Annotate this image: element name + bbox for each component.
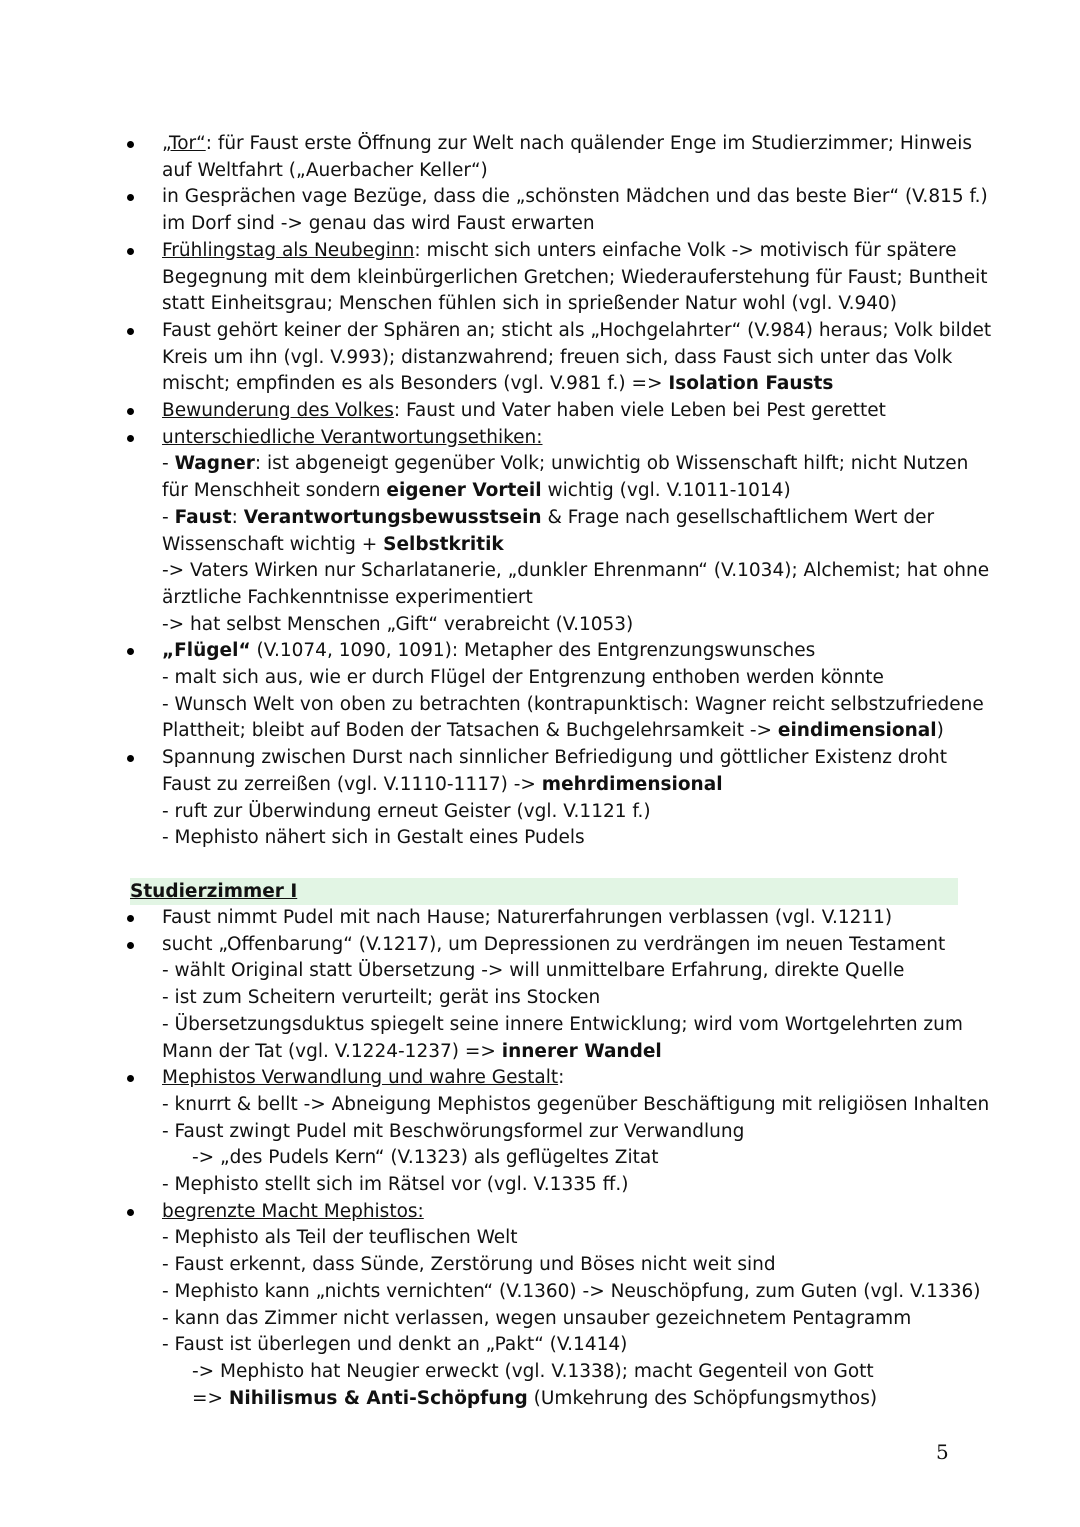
list-item: „Flügel“ (V.1074, 1090, 1091): Metapher des Entgrenzungswunsches - malt sich aus, wie er durch Flügel der Entgrenzung enthoben werden könnte - Wunsch Welt von oben zu betrachten (kontrapunktisch: Wagner reicht selbstzufriedene Plattheit; bleibt auf Boden der Tatsachen & Buchgelehrsamkeit -> eindimensional) (130, 638, 958, 745)
list-item: „Tor“: für Faust erste Öffnung zur Welt nach quälender Enge im Studierzimmer; Hinweis auf Weltfahrt („Auerbacher Keller“) (130, 131, 958, 184)
list-item: sucht „Offenbarung“ (V.1217), um Depressionen zu verdrängen im neuen Testament - wählt Original statt Übersetzung -> will unmittelbare Erfahrung, direkte Quelle - ist zum Scheitern verurteilt; gerät ins Stocken - Übersetzungsduktus spiegelt seine innere Entwicklung; wird vom Wortgelehrten zum Mann der Tat (vgl. V.1224-1237) => innerer Wandel (130, 932, 958, 1066)
bullet-icon (127, 435, 134, 442)
section-1-list (130, 131, 992, 852)
bullet-icon (127, 408, 134, 415)
bullet-icon (127, 1209, 134, 1216)
bullet-icon (127, 1075, 134, 1082)
list-item: Frühlingstag als Neubeginn: mischt sich unters einfache Volk -> motivisch für spätere Begegnung mit dem kleinbürgerlichen Gretchen; Wiederauferstehung für Faust; Buntheit statt Einheitsgrau; Menschen fühlen sich in sprießender Natur wohl (vgl. V.940) (130, 238, 958, 318)
section-heading-studierzimmer: Studierzimmer I (130, 878, 958, 905)
list-item: begrenzte Macht Mephistos: - Mephisto als Teil der teuflischen Welt - Faust erkennt, dass Sünde, Zerstörung und Böses nicht weit sind - Mephisto kann „nichts vernichten“ (V.1360) -> Neuschöpfung, zum Guten (vgl. V.1336) - kann das Zimmer nicht verlassen, wegen unsauber gezeichnetem Pentagramm - Faust ist überlegen und denkt an „Pakt“ (V.1414) -> Mephisto hat Neugier erweckt (vgl. V.1338); macht Gegenteil von Gott => Nihilismus & Anti-Schöpfung (Umkehrung des Schöpfungsmythos) (130, 1199, 958, 1413)
bullet-icon (127, 248, 134, 255)
bullet-icon (127, 141, 134, 148)
list-item: unterschiedliche Verantwortungsethiken: - Wagner: ist abgeneigt gegenüber Volk; unwichtig ob Wissenschaft hilft; nicht Nutzen für Menschheit sondern eigener Vorteil wichtig (vgl. V.1011-1014) - Faust: Verantwortungsbewusstsein & Frage nach gesellschaftlichem Wert der Wissenschaft wichtig + Selbstkritik -> Vaters Wirken nur Scharlatanerie, „dunkler Ehrenmann“ (V.1034); Alchemist; hat ohne ärztliche Fachkenntnisse experimentiert -> hat selbst Menschen „Gift“ verabreicht (V.1053) (130, 425, 958, 639)
list-item: Spannung zwischen Durst nach sinnlicher Befriedigung und göttlicher Existenz droht Faust zu zerreißen (vgl. V.1110-1117) -> mehrdimensional - ruft zur Überwindung erneut Geister (vgl. V.1121 f.) - Mephisto nähert sich in Gestalt eines Pudels (130, 745, 958, 852)
list-item: Bewunderung des Volkes: Faust und Vater haben viele Leben bei Pest gerettet (130, 398, 958, 425)
bullet-icon (127, 942, 134, 949)
bullet-icon (127, 915, 134, 922)
bullet-icon (127, 648, 134, 655)
list-item: in Gesprächen vage Bezüge, dass die „schönsten Mädchen und das beste Bier“ (V.815 f.) im Dorf sind -> genau das wird Faust erwarten (130, 184, 958, 237)
section-2-list (130, 905, 990, 1412)
page-number: 5 (936, 1440, 949, 1464)
list-item: Faust gehört keiner der Sphären an; sticht als „Hochgelahrter“ (V.984) heraus; Volk bildet Kreis um ihn (vgl. V.993); distanzwahrend; freuen sich, dass Faust sich unter das Volk mischt; empfinden es als Besonders (vgl. V.981 f.) => Isolation Fausts (130, 318, 958, 398)
bullet-icon (127, 194, 134, 201)
bullet-icon (127, 755, 134, 762)
bullet-icon (127, 328, 134, 335)
document-body (130, 131, 992, 1412)
list-item: Mephistos Verwandlung und wahre Gestalt: - knurrt & bellt -> Abneigung Mephistos gegenüber Beschäftigung mit religiösen Inhalten - Faust zwingt Pudel mit Beschwörungsformel zur Verwandlung -> „des Pudels Kern“ (V.1323) als geflügeltes Zitat - Mephisto stellt sich im Rätsel vor (vgl. V.1335 ff.) (130, 1065, 958, 1199)
list-item: Faust nimmt Pudel mit nach Hause; Naturerfahrungen verblassen (vgl. V.1211) (130, 905, 958, 932)
